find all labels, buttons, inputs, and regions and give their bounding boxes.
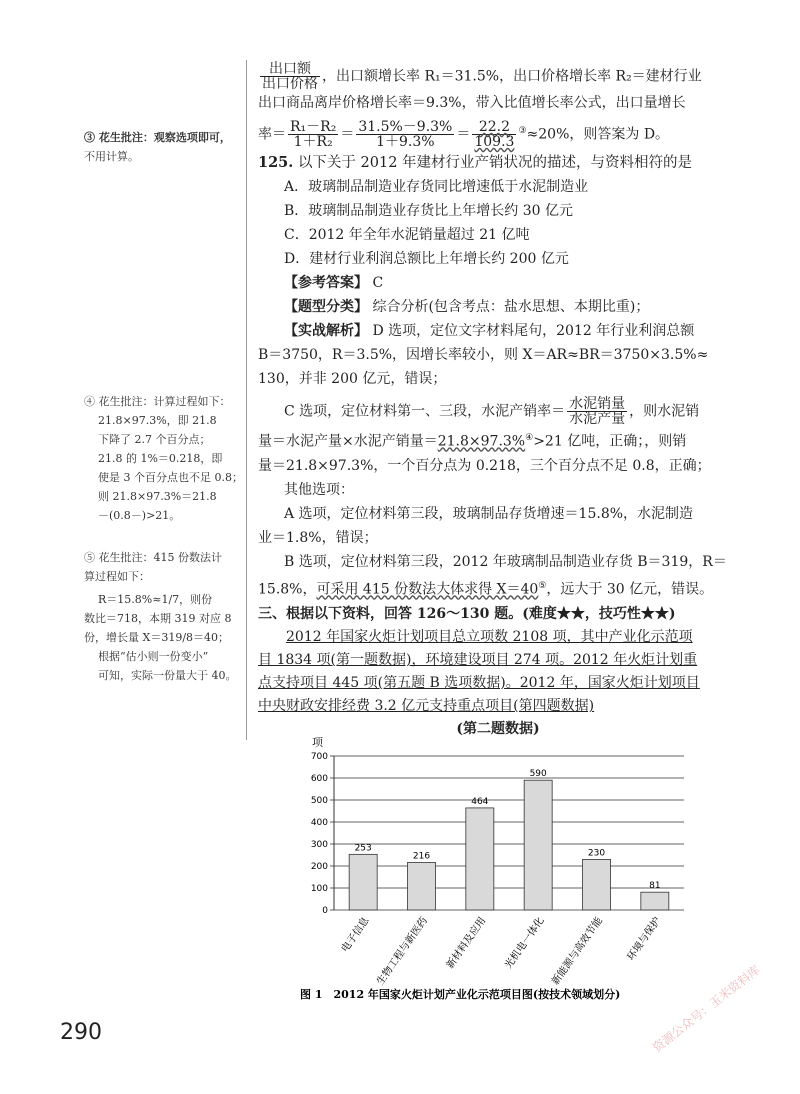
page-number: 290 <box>60 1020 102 1045</box>
text: ，远大于 30 亿元，错误。 <box>546 581 714 598</box>
note-line: 根据“估小则一份变小” <box>98 650 209 663</box>
x-tick-label: 新能源与高效节能 <box>550 915 605 988</box>
note-line: 则 21.8×97.3%＝21.8 <box>98 490 217 503</box>
note-line: －(0.8－)>21。 <box>98 509 181 522</box>
sidebar-note-5 <box>84 548 244 685</box>
paragraph-line <box>258 626 738 649</box>
data-label: 216 <box>412 851 431 862</box>
type-tag: 【题型分类】 <box>284 299 368 316</box>
note-line: 数比＝718，本期 319 对应 8 <box>84 612 232 625</box>
text: 率＝ <box>258 126 286 143</box>
fraction-numerator: 31.5%－9.3% <box>358 119 453 136</box>
text: 点支持项目 445 项(第五题 B 选项数据)。2012 年，国家火炬计划项目 <box>258 675 700 691</box>
question-text: 以下关于 2012 年建材行业产销状况的描述，与资料相符的是 <box>297 155 693 172</box>
option-d: D．建材行业利润总额比上年增长约 200 亿元 <box>284 251 569 268</box>
footnote-mark: ③ <box>518 126 527 136</box>
text: 量＝水泥产量×水泥产销量＝ <box>258 433 438 450</box>
bar <box>641 892 669 910</box>
text-line: 出口商品离岸价格增长率＝9.3%，带入比值增长率公式，出口量增长 <box>258 95 686 111</box>
chart-annotation: (第二题数据) <box>456 721 540 737</box>
other-options-label: 其他选项： <box>284 481 354 498</box>
note-line: ④ 花生批注：计算过程如下： <box>84 395 231 408</box>
y-tick-label: 600 <box>310 774 328 784</box>
question-125 <box>258 151 738 175</box>
note-line: 不用计算。 <box>84 150 139 163</box>
type-text: 综合分析(包含考点：盐水思想、本期比重)； <box>372 299 650 316</box>
text: 目 1834 项(第一题数据)，环境建设项目 274 项。2012 年火炬计划重 <box>258 652 698 668</box>
note-line: 下降了 2.7 个百分点； <box>98 433 211 446</box>
formula-line-3 <box>258 119 738 149</box>
answer-tag: 【参考答案】 <box>284 275 368 292</box>
x-tick-label: 光机电一体化 <box>503 915 547 971</box>
x-tick-label: 电子信息 <box>339 915 372 955</box>
wavy-text: 可采用 415 份数法大体求得 X＝40 <box>316 581 539 598</box>
answer-line <box>258 271 738 295</box>
option-c-analysis <box>258 397 738 426</box>
option-b: B．玻璃制品制造业存货比上年增长约 30 亿元 <box>284 203 574 220</box>
option-c: C．2012 年全年水泥销量超过 21 亿吨 <box>284 227 530 244</box>
chart-title: 图 1 2012 年国家火炬计划产业化示范项目图(按技术领域划分) <box>300 988 621 1001</box>
text: >21 亿吨，正确；，则销 <box>533 433 687 450</box>
wavy-text: 21.8×97.3% <box>437 433 526 450</box>
question-number: 125. <box>258 154 294 172</box>
data-label: 230 <box>587 848 606 859</box>
y-tick-label: 200 <box>310 862 328 872</box>
text-line: B 选项，定位材料第三段，2012 年玻璃制品制造业存货 B＝319，R＝ <box>284 553 727 570</box>
x-tick-label: 新材料及应用 <box>444 915 489 971</box>
data-label: 253 <box>354 843 372 854</box>
bar <box>408 862 436 910</box>
text: 中央财政安排经费 3.2 亿元支持重点项目(第四题数据) <box>258 698 595 714</box>
answer-value: C <box>372 275 384 292</box>
text: ＝ <box>340 126 355 143</box>
bar <box>524 780 552 910</box>
formula-line-1 <box>258 62 738 91</box>
text-line: B＝3750，R＝3.5%，因增长率较小，则 X＝AR≈BR＝3750×3.5%≈ <box>258 347 709 364</box>
y-tick-label: 100 <box>310 884 328 894</box>
y-tick-label: 700 <box>310 752 328 762</box>
text-line: 130，并非 200 亿元，错误； <box>258 371 447 388</box>
text: ≈20%，则答案为 D。 <box>526 126 670 143</box>
y-tick-label: 300 <box>310 840 328 850</box>
text: C 选项，定位材料第一、三段，水泥产销率＝ <box>284 403 566 420</box>
footnote-mark: ⑤ <box>538 580 547 591</box>
text: 15.8%， <box>258 581 317 598</box>
x-tick-label: 生物工程与新医药 <box>375 915 430 988</box>
bar-chart <box>300 720 720 1010</box>
fraction-numerator: 水泥销量 <box>569 396 626 413</box>
paragraph-line <box>258 695 738 718</box>
data-label: 464 <box>471 796 489 807</box>
fraction-denominator: 109.3 <box>474 134 515 151</box>
text-line <box>258 574 738 602</box>
fraction-numerator: R₁－R₂ <box>290 119 337 136</box>
text: ，则水泥销 <box>629 403 700 420</box>
note-line: 使是 3 个百分点也不足 0.8； <box>98 471 243 484</box>
watermark: 资源公众号：玉米资料库 <box>649 962 763 1056</box>
y-tick-label: 400 <box>310 818 328 828</box>
note-line: ⑤ 花生批注：415 份数法计 <box>84 551 222 564</box>
text-line: 业＝1.8%，错误； <box>258 529 378 546</box>
analysis-text: D 选项，定位文字材料尾句，2012 年行业利润总额 <box>372 323 695 340</box>
data-label: 590 <box>529 769 547 780</box>
note-line: 21.8 的 1%＝0.218，即 <box>98 452 223 465</box>
column-divider <box>246 60 247 740</box>
fraction <box>288 120 338 149</box>
fraction <box>260 62 320 91</box>
text: ＝ <box>456 126 471 143</box>
text-line: 量＝21.8×97.3%，一个百分点为 0.218，三个百分点不足 0.8，正确； <box>258 457 711 474</box>
paragraph-line <box>258 672 738 695</box>
note-line: 算过程如下： <box>84 570 150 583</box>
fraction-denominator: 1＋9.3% <box>376 134 435 151</box>
y-tick-label: 500 <box>310 796 328 806</box>
text: 2012 年国家火炬计划项目总立项数 2108 项，其中产业化示范项 <box>286 629 693 645</box>
fraction <box>472 120 516 149</box>
chart-svg <box>300 720 720 1010</box>
fraction-numerator: 22.2 <box>472 120 516 135</box>
note-line: 份，增长量 X＝319/8＝40； <box>84 631 230 644</box>
note-line: ③ 花生批注：观察选项即可， <box>84 131 231 144</box>
main-content <box>258 62 738 601</box>
fraction-denominator: 1＋R₂ <box>293 134 333 151</box>
y-tick-label: 0 <box>322 906 328 916</box>
sidebar-note-3 <box>84 128 244 166</box>
paragraph-line <box>258 649 738 672</box>
bar <box>466 808 494 910</box>
data-label: 81 <box>649 881 661 892</box>
fraction-denominator: 出口价格 <box>262 76 318 92</box>
note-line: R＝15.8%≈1/7，则份 <box>98 593 213 606</box>
sidebar-note-4 <box>84 392 244 525</box>
fraction <box>356 120 454 149</box>
fraction <box>567 397 627 426</box>
text-line: A 选项，定位材料第三段，玻璃制品存货增速＝15.8%，水泥制造 <box>284 505 694 522</box>
section-title: 三、根据以下资料，回答 126～130 题。(难度★★，技巧性★★) <box>258 606 676 622</box>
text: ，出口额增长率 R₁＝31.5%，出口价格增长率 R₂＝建材行业 <box>322 68 702 85</box>
footnote-mark: ④ <box>525 433 534 444</box>
analysis-line <box>258 319 738 343</box>
fraction-denominator: 水泥产量 <box>569 411 626 428</box>
analysis-tag: 【实战解析】 <box>284 323 368 340</box>
option-a: A．玻璃制品制造业存货同比增速低于水泥制造业 <box>284 179 589 196</box>
fraction-numerator: 出口额 <box>260 62 320 77</box>
y-axis-label: 项 <box>312 736 323 749</box>
bar <box>583 859 611 910</box>
note-line: 可知，实际一份量大于 40。 <box>98 669 237 682</box>
text-line <box>258 426 738 454</box>
note-line: 21.8×97.3%，即 21.8 <box>98 414 217 427</box>
type-line <box>258 295 738 319</box>
bar <box>349 854 377 910</box>
x-tick-label: 环境与保护 <box>625 915 664 963</box>
